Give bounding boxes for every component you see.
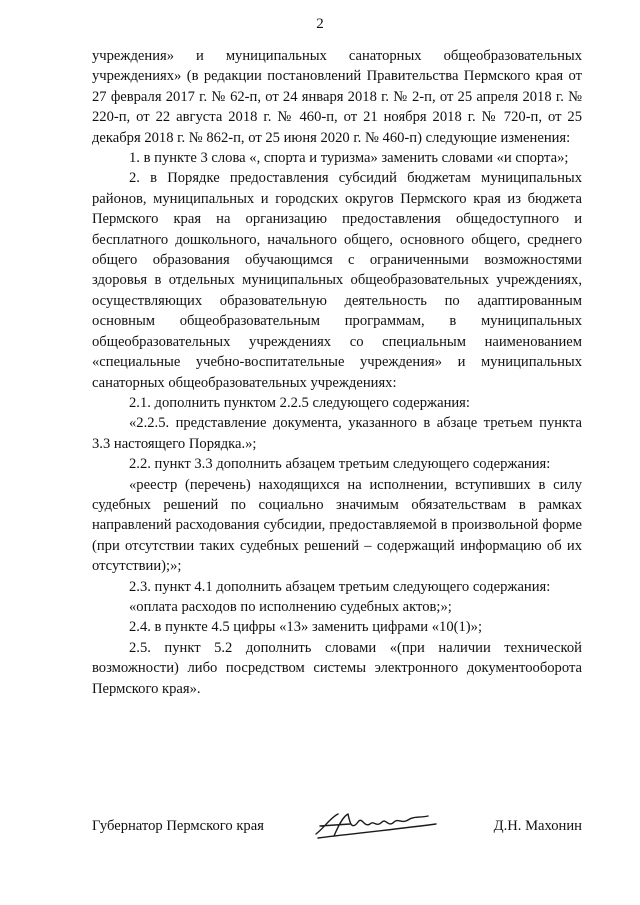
paragraph-2: 2. в Порядке предоставления субсидий бюджетам муниципальных районов, муниципальных и городских округов Пермского края из бюджета Пермского края на организацию предоставления общедоступного и бесплатного дошкольного, начального общего, основного общего, среднего общего образования обучающимся с ограниченными возможностями здоровья в отдельных муниципальных общеобразовательных учреждениях, осуществляющих образовательную деятельность по адаптированным основным общеобразовательным программам, в муниципальных общеобразовательных учреждениях со специальным наименованием «специальные учебно-воспитательные учреждения» и муниципальных санаторных общеобразовательных учреждениях: — [92, 170, 582, 391]
page-number: 2 — [316, 16, 324, 32]
signature-block — [92, 812, 582, 842]
paragraph-2-2-quote: «реестр (перечень) находящихся на исполнении, вступивших в силу судебных решений по социально значимым обязательствам в рамках направлений расходования субсидии, предоставляемой в произвольной форме (при отсутствии таких судебных решений – содержащий информацию об их отсутствии);»; — [92, 476, 582, 575]
paragraph-2-1-quote: «2.2.5. представление документа, указанного в абзаце третьем пункта 3.3 настоящего Порядка.»; — [92, 415, 582, 452]
paragraph-2-5: 2.5. пункт 5.2 дополнить словами «(при наличии технической возможности) либо посредством системы электронного документооборота Пермского края». — [92, 639, 582, 697]
signatory-position: Губернатор Пермского края — [92, 818, 264, 834]
handwritten-signature — [310, 804, 442, 844]
intro-continuation: учреждения» и муниципальных санаторных общеобразовательных учреждениях» (в редакции постановлений Правительства Пермского края от 27 февраля 2017 г. № 62-п, от 24 января 2018 г. № 2-п, от 25 апреля 2018 г. № 220-п, от 22 августа 2018 г. № 460-п, от 21 ноября 2018 г. № 720-п, от 25 декабря 2018 г. № 862-п, от 25 июня 2020 г. № 460-п) следующие изменения: — [92, 48, 582, 146]
paragraph-2-4: 2.4. в пункте 4.5 цифры «13» заменить цифрами «10(1)»; — [129, 619, 483, 636]
paragraph-2-3-quote: «оплата расходов по исполнению судебных актов;»; — [129, 598, 452, 615]
paragraph-2-2: 2.2. пункт 3.3 дополнить абзацем третьим следующего содержания: — [129, 456, 551, 473]
signatory-name: Д.Н. Махонин — [493, 818, 582, 834]
paragraph-1: 1. в пункте 3 слова «, спорта и туризма» заменить словами «и спорта»; — [129, 150, 569, 167]
paragraph-2-1: 2.1. дополнить пунктом 2.2.5 следующего содержания: — [129, 394, 470, 411]
document-body — [92, 46, 582, 699]
paragraph-2-3: 2.3. пункт 4.1 дополнить абзацем третьим следующего содержания: — [129, 578, 551, 595]
